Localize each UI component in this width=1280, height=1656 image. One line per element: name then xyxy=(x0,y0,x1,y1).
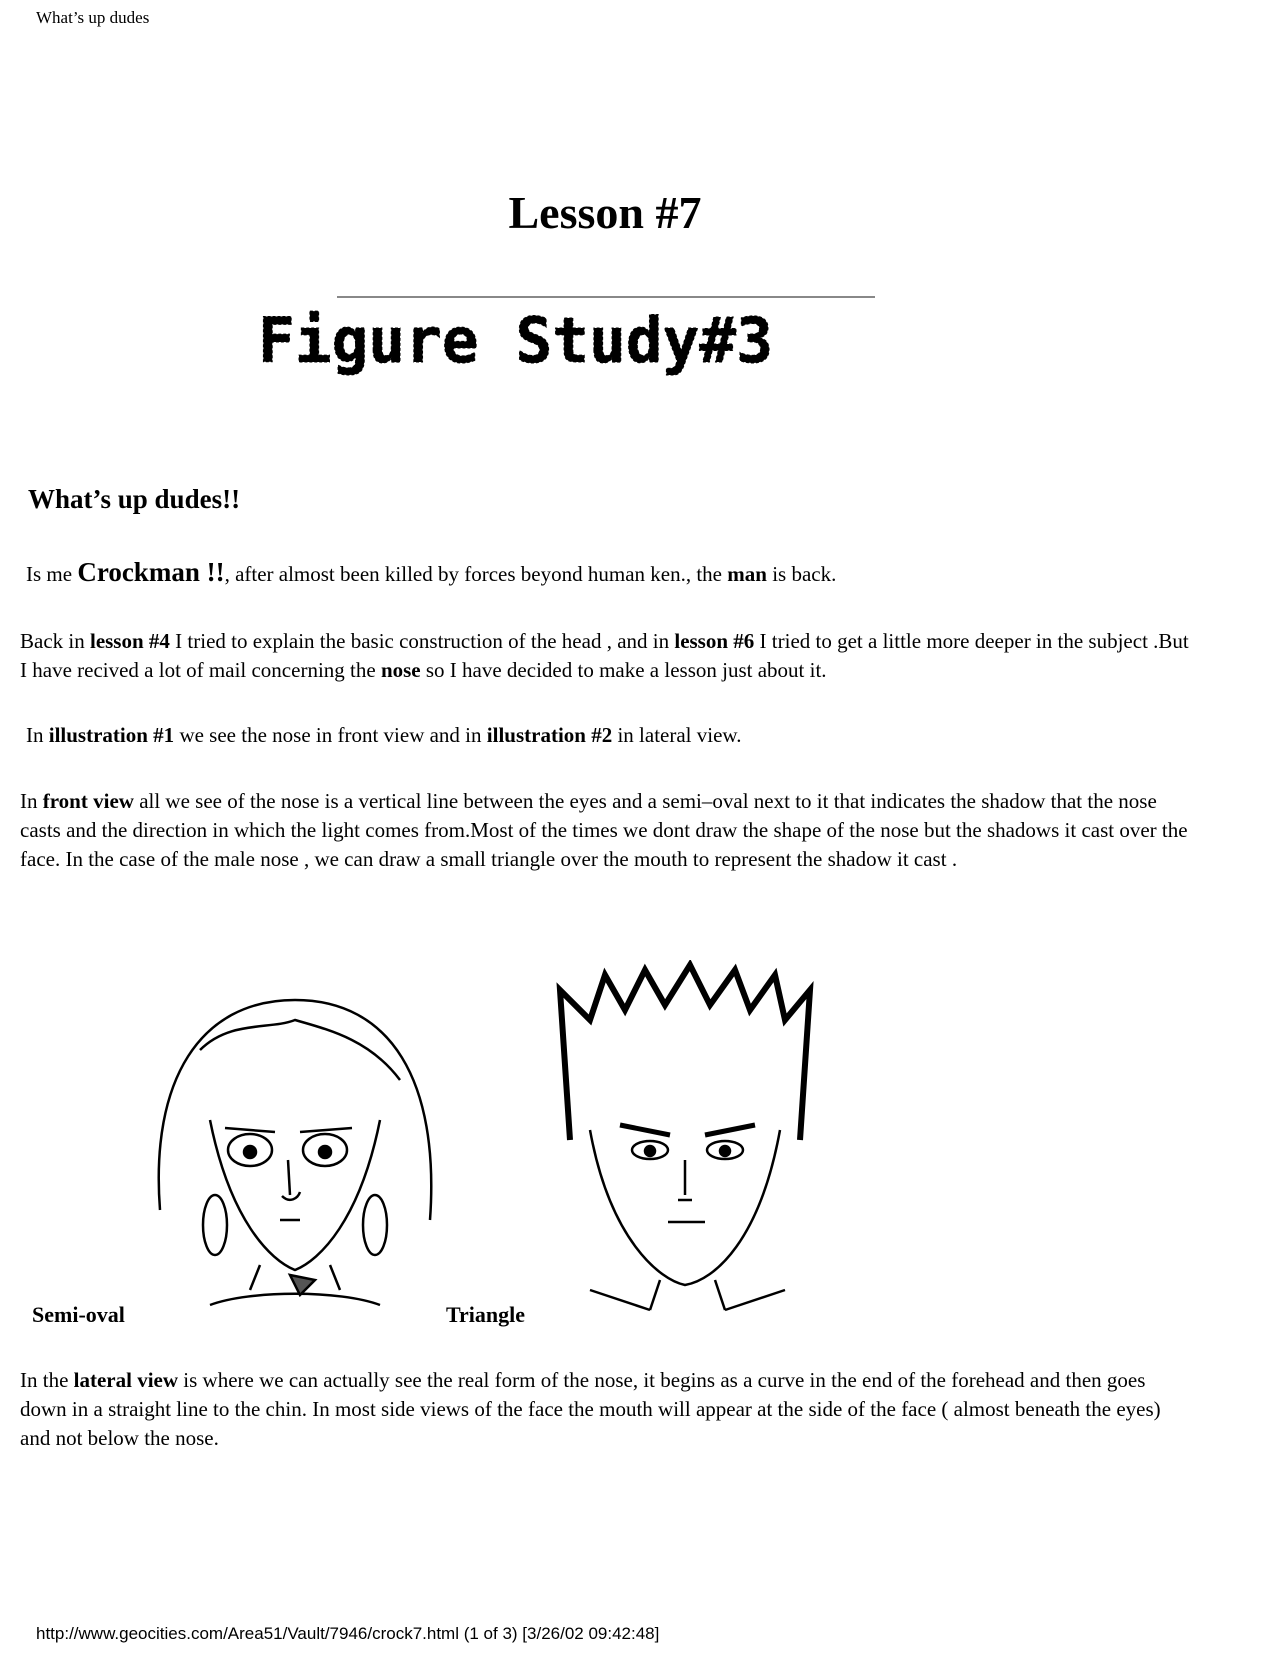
paragraph-lateral-view xyxy=(20,1366,1195,1453)
text-bold: lateral view xyxy=(73,1368,179,1392)
label-semi-oval: Semi-oval xyxy=(32,1302,125,1327)
paragraph-background xyxy=(20,627,1195,685)
text-bold: man xyxy=(727,562,767,586)
text-bold: illustration #2 xyxy=(486,723,613,747)
text-bold: lesson #6 xyxy=(674,629,755,653)
text: all we see of the nose is a vertical line between the eyes and a semi–oval next to it that indicates the shadow that the nose casts and the direction in which the light comes from.Most of the times we dont draw the shape of the nose but the shadows it cast over the face. In the case of the male nose , we can draw a small triangle over the mouth to represent the shadow it cast . xyxy=(20,789,1188,871)
text: Is me xyxy=(26,562,78,586)
greeting-heading: What’s up dudes!! xyxy=(28,484,241,514)
text-bold: illustration #1 xyxy=(48,723,175,747)
banner-text: Figure Study#3 xyxy=(258,308,773,377)
text: , after almost been killed by forces beyond human ken., the xyxy=(224,562,728,586)
text: is back. xyxy=(766,562,837,586)
text: is where we can actually see the real form of the nose, it begins as a curve in the end of the forehead and then goes down in a straight line to the chin. In most side views of the face the mouth will appear at the side of the face ( almost beneath the eyes) and not below the nose. xyxy=(20,1368,1161,1450)
paragraph-front-view xyxy=(20,787,1195,874)
figure-study-banner xyxy=(258,308,778,384)
paragraph-illustrations xyxy=(20,721,1201,750)
author-name: Crockman !! xyxy=(77,557,225,587)
male-face-illustration xyxy=(550,960,830,1320)
divider xyxy=(337,296,875,298)
text: so I have decided to make a lesson just about it. xyxy=(420,658,827,682)
text: we see the nose in front view and in xyxy=(174,723,487,747)
text: in lateral view. xyxy=(612,723,742,747)
text: In the xyxy=(20,1368,74,1392)
page-title: Lesson #7 xyxy=(508,187,702,238)
text-bold: lesson #4 xyxy=(89,629,170,653)
text: Back in xyxy=(20,629,90,653)
text: I tried to get a little more deeper in the subject .But I have recived a lot of mail concerning the xyxy=(20,629,1189,682)
paragraph-intro xyxy=(20,558,1201,589)
text: I tried to explain the basic construction of the head , and in xyxy=(169,629,675,653)
label-triangle: Triangle xyxy=(446,1302,526,1327)
page-footer-url: http://www.geocities.com/Area51/Vault/7946/crock7.html (1 of 3) [3/26/02 09:42:48] xyxy=(36,1624,660,1643)
text: In xyxy=(20,789,43,813)
female-face-illustration xyxy=(140,960,450,1320)
text: In xyxy=(26,723,49,747)
text-bold: front view xyxy=(42,789,134,813)
page-header-title: What’s up dudes xyxy=(36,8,150,27)
text-bold: nose xyxy=(380,658,421,682)
